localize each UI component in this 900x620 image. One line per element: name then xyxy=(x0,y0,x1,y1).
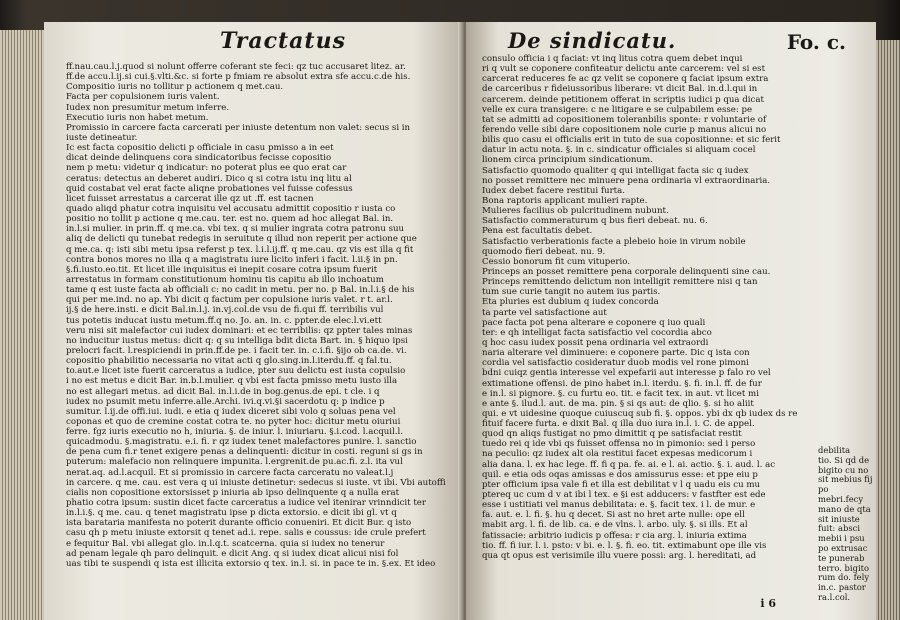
margin-note-line: po mebri.fecy xyxy=(818,484,864,504)
margin-note-line: bigito cu no xyxy=(818,464,869,475)
right-text-line: datur in actu nota. §. in c. sindicatur officiales si aliquam cocel xyxy=(482,145,756,156)
right-text-line: ptereq uc cum d v at ibi l tex. e §i est adducers: v fastfter est ede xyxy=(482,490,766,501)
right-text-line: tat se admitti ad copositionem toleranbilis sponte: r voluntarie of xyxy=(482,114,767,125)
right-text-line: alia dana. l. ex hac lege. ff. fi q pa. fe. ai. e l. ai. actio. §. i. aud. l. ac xyxy=(482,459,776,470)
left-text-line: Facta per copulsionem iuris valent. xyxy=(66,92,220,103)
left-text-line: casu qh p metu iniuste extorsit q tenet ad.i. repe. salis e coussus: ide crule prefert xyxy=(66,528,426,539)
right-text-line: Iudex debet facere restitui furta. xyxy=(482,185,625,196)
left-text-line: copositio phabilitio necessaria no vitat acti q glo.sing.in.l.iterdu.ff. q fal.tu. xyxy=(66,356,392,367)
margin-note-line: rum do. fely xyxy=(818,572,870,583)
left-text-line: dicat deinde delinquens cora sindicatoribus fecisse copositio xyxy=(66,153,332,164)
right-text-line: ri q vult se coponere confiteatur delictu ante carcerem: vel si est xyxy=(482,64,766,75)
right-text-line: carcerat reduceres fe ac qz velit se coponere q faciat ipsum extra xyxy=(482,74,769,85)
left-text-line: e fequitur Bal. vbi allegat glo. in.l.q.t. scatcerna. quia si iudex no tenerur xyxy=(66,538,385,549)
left-text-line: ij.§ de here.insti. e dicit Bal.in.l.j. in.vj.col.de vsu de fi.qui ff. terribilis vul xyxy=(66,305,384,316)
left-text-line: ferre. fgz iuris executio no h, iniuria. §. de iniur. l. iniuriaru. §.i.cod. l.acquil.l. xyxy=(66,427,403,438)
left-text-line: coponas et quo de cremine costat cotra te. no pyter hoc: dicitur metu oiuriui xyxy=(66,416,401,427)
right-text-line: fa. aut. e. l. fi. §. hu q decet. Si ast no hret arte nulle: ope ell xyxy=(482,510,745,521)
right-text-line: cordia vel satisfactio cosideratur duob modis vel rone pimoni xyxy=(482,358,749,369)
margin-note-line: terro. bigito xyxy=(818,562,870,573)
right-text-line: tuedo rei q ide vbi qs fuisset offensa no in pimonio: sed i perso xyxy=(482,439,756,450)
right-text-line: Bona raptoris applicant mulieri rapte. xyxy=(482,195,648,206)
left-text-line: i no est metus e dicit Bar. in.b.l.mulier. q vbi est facta pmisso metu iusto illa xyxy=(66,376,398,387)
right-text-line: ter: e qh intelligat facta satisfactio vel cocordia abco xyxy=(482,327,712,338)
left-text-line: in carcere. q me. cau. est vera q ui iniuste detinetur: sedecus si iuste. vt ibi. Vbi autoffi xyxy=(66,477,446,488)
margin-note-line: fuit: absci xyxy=(818,523,861,534)
left-page xyxy=(44,22,464,620)
left-text-line: Promissio in carcere facta carcerati per iniuste detentum non valet: secus si in xyxy=(66,122,411,133)
left-text-line: ista barataria manifesta no poterit durante officio conueniri. Et dicit Bur. q isto xyxy=(66,518,412,529)
left-page-text xyxy=(66,62,454,569)
left-text-line: licet fuisset arrestatus a carcerat ille qz ut .ff. est tacnen xyxy=(66,193,314,204)
margin-note-line: in.c. pastor xyxy=(818,582,866,593)
margin-note-line: sit mebius fij xyxy=(818,474,873,485)
left-text-line: Iudex non presumitur metum inferre. xyxy=(66,102,230,113)
right-text-line: quil. e etia ods oqas amissas e dos amissurus esse: et ppe eiu p xyxy=(482,469,758,480)
right-text-line: Cessio bonorum fit cum vituperio. xyxy=(482,256,630,267)
left-text-line: tus potetis inducat iustu metum.ff.q no. Jo. an. in. c. ppter.de elec.l.vi.ett xyxy=(66,315,382,326)
left-text-line: in.l.si mulier. in prin.ff. q me.ca. vbi tex. q si mulier ingrata cotra patronu suu xyxy=(66,224,405,235)
margin-note-line: sit iniuste xyxy=(818,513,860,524)
left-text-line: ff.nau.cau.l.j.quod si nolunt offerre coferant ste feci: qz tuc accusaret litez. ar. xyxy=(66,62,406,72)
right-text-line: consulo officia i q faciat: vt inq litus cotra quem debet inqui xyxy=(482,54,743,64)
margin-note-line: mebii i psu xyxy=(818,533,865,544)
margin-note-line: tio. Si qd de xyxy=(818,454,870,465)
margin-note-line: debilita xyxy=(818,445,851,455)
left-text-line: iuste detineatur. xyxy=(66,132,138,143)
right-text-line: q hoc casu iudex possit pena ordinaria vel extraordi xyxy=(482,337,709,348)
right-text-line: quomodo fieri debeat. nu. 9. xyxy=(482,246,606,257)
right-text-line: Mulieres facilius ob pulcritudinem nubunt. xyxy=(482,206,669,217)
left-running-head: Tractatus xyxy=(220,28,346,54)
right-text-line: Satisfactio commeraturum q bus fieri debeat. nu. 6. xyxy=(482,216,708,227)
right-text-line: na peculio: qz iudex alt ola restitui facet expesas medicorum i xyxy=(482,449,753,460)
right-text-line: Eta pluries est dubium q iudex concorda xyxy=(482,297,659,308)
right-text-line: naria alterare vel diminuere: e coponere parte. Dic q ista con xyxy=(482,348,750,359)
right-text-line: tum sue curie tangit no autem ius partis. xyxy=(482,287,661,298)
left-text-line: q me.ca. q: isti sibi metu ipsa referst p tex. l.i.l.ij.ff. q me.cau. qz vis est illa q fit xyxy=(66,244,414,255)
margin-note-line: po extrusac xyxy=(818,542,868,553)
left-text-line: veru nisi sit malefactor cui iudex dominari: et ec terribilis: qz ppter tales minas xyxy=(66,325,413,336)
right-text-line: pter officium ipsa vale fi et illa est debilitat v l q uadu eis cu mu xyxy=(482,479,761,490)
right-text-line: Princeps an posset remittere pena corporale delinquenti sine cau. xyxy=(482,266,771,277)
left-text-line: no est allegari metus. ad dicit Bal. in.l.i.de in bog.genus.de epi. t cle. i q xyxy=(66,386,380,397)
left-text-line: §.fi.iusto.eo.tit. Et licet ille inquisitus ei inepit cosare cotra ipsum fuerit xyxy=(66,264,378,275)
left-text-line: phatio cotra ipsum: sustin dicet facte carceratus a iudice vel itenirar vrinndicit ter xyxy=(66,498,426,509)
left-text-line: Executio iuris non habet metum. xyxy=(66,112,209,123)
left-text-line: nem p metu: videtur q indicatur: no poterat plus ee quo erat car xyxy=(66,163,347,174)
left-text-line: ad penam legale qh paro delinquit. e dicit Ang. q si iudex dicat alicui nisi fol xyxy=(66,548,399,559)
right-text-line: tio. ff. fi iur. l. i. psto: v bi. e. l. §. fi. eo. tit. extimabunt ope ille vis xyxy=(482,540,767,551)
left-text-line: quid costabat vel erat facte aliqne probationes vel fuisse cofessus xyxy=(66,183,353,194)
right-text-line: lionem circa principium sindicationum. xyxy=(482,155,653,166)
right-text-line: pace facta pot pena alterare e coponere q iuo quali xyxy=(482,317,706,328)
left-text-line: no inducitur iustus metus: dicit q: q su intelliga bdit dicta Bart. in. § hiquo ipsi xyxy=(66,335,408,346)
right-text-line: esse i ustitiati vel manus debilitata: e. §. facit tex. i l. de mur. e xyxy=(482,500,756,511)
right-text-line: ta parte vel satisfactione aut xyxy=(482,307,607,318)
right-text-line: ferendo velle sibi dare copositionem nole curie p manus alicui no xyxy=(482,124,767,135)
right-text-line: Princeps remittendo delictum non intelligit remittere nisi q tan xyxy=(482,277,758,288)
margin-note-line: te punerab xyxy=(818,552,865,563)
right-text-line: bdni cuiqz gentia interesse vel expefarii aut interesse p falo ro vel xyxy=(482,368,771,379)
right-text-line: mabit arg. l. fi. de lib. ca. e de vlns. l. arbo. uly. §. si ills. Et al xyxy=(482,520,748,531)
left-text-line: arrestatus in formam constitutionum hominu tis capitu ab illo inchoatum xyxy=(66,274,384,285)
right-text-line: carcerem. deinde petitionem offerat in scriptis iudici p qua dicat xyxy=(482,94,764,105)
left-text-line: positio no tollit p actione q me.cau. ter. est no. quem ad hoc allegat Bal. in. xyxy=(66,214,394,225)
left-text-line: cialis non copositione extorsisset p iniuria ab ipso delinquente q a nulla erat xyxy=(66,487,400,498)
right-text-line: velle ex cura transigere: c ne litigare e se culpabilem esse: pe xyxy=(482,104,753,115)
left-text-line: quado aliqd phatur cotra inquisitu vel accusatu admittit copositio r iusta co xyxy=(66,203,396,214)
left-text-line: sumitur. l.ij.de offi.iui. iudi. e etia q iudex diceret sibi volo q soluas pena vel xyxy=(66,406,396,417)
left-text-line: ceratus: detectus an deberet audiri. Dico q si cotra istu inq litu al xyxy=(66,173,352,184)
left-text-line: tame q est iuste facta ab officiali c: no cadit in metu. per no. p Bal. in.l.i.§ de his xyxy=(66,285,415,296)
margin-note-line: ra.l.col. xyxy=(818,591,851,602)
left-text-line: in.l.i.§. q me. cau. q tenet magistratu ipse p dicta extorsio. e dicit ibi gl. vt q xyxy=(66,508,397,519)
left-text-line: puterum: malefacio non relinquere impunita. l.ergrenit.de pu.ac.fi. z.l. ita vul xyxy=(66,457,403,468)
left-text-line: nerat.aq. ad.l.acquil. Et si promissio in carcere facta carceratu no valeat.l.j xyxy=(66,467,394,478)
right-text-line: fituif facere furta. e dixit Bal. q illa duo iura in.l. i. C. de appel. xyxy=(482,419,755,430)
right-page xyxy=(466,22,876,620)
right-text-line: no posset remittere nec minuere pena ordinaria vl extraordinaria. xyxy=(482,175,771,186)
right-text-line: qua qt opus est verisimile illu vuere possi: arg. l. hereditati, ad xyxy=(482,550,757,561)
margin-note-line: mano de qta xyxy=(818,503,871,514)
right-text-line: extimatione offensi. de pino habet in.l. iterdu. §. fi. in.l. ff. de fur xyxy=(482,378,762,389)
right-text-line: de carceribus r fideiussoribus liberare: vt dicit Bal. in.d.l.qui in xyxy=(482,84,758,95)
right-text-line: Satisfactio quomodo qualiter q qui intelligat facta sic q iudex xyxy=(482,165,749,176)
left-text-line: Compositio iuris no tollitur p actionem q met.cau. xyxy=(66,82,284,93)
folio-number: Fo. c. xyxy=(786,30,846,54)
margin-note xyxy=(818,446,874,603)
right-text-line: fatissacie: arbitrio iudicis p offesa: r cia arg. l. iniuria extima xyxy=(482,530,747,541)
right-text-line: Pena est facultatis debet. xyxy=(482,226,593,237)
left-text-line: aliq de delicti qu tunebat redegis in seruitute q illud non reperit per actione que xyxy=(66,234,417,245)
left-text-line: uas tibi te suspendi q ista est illicita extorsio q tex. in.l. si. in pace te in. §.ex. Et ideo xyxy=(66,558,436,569)
left-text-line: contra bonos mores no illa q a magistratu iure licito inferi i facit. l.ii.§ in pn. xyxy=(66,254,398,265)
left-text-line: iudex no psumit metu inferre.alle.Archi. ivi.q.vi.§i sacerdotu q: p indice p xyxy=(66,396,385,407)
left-text-line: ff.de accu.l.ij.si cui.§.vlti.&c. si forte p fmiam re absolut extra sfe accu.c.de his. xyxy=(66,72,411,83)
signature-mark: i 6 xyxy=(760,597,776,610)
right-text-line: e in.l. si pignore. §. cu furtu eo. tit. e facit tex. in aut. vt licet mi xyxy=(482,388,759,399)
right-page-text xyxy=(482,54,854,561)
left-page-edges xyxy=(0,30,48,620)
left-text-line: prelocri facit. l.respiciendi in prin.ff.de pe. i facit ter. in. c.i.fi. §ijo ob ca.de. vi. xyxy=(66,345,407,356)
right-text-line: quod qn aliqs fustigat no pmo dimittit q pe satisfaciat restit xyxy=(482,429,742,440)
left-text-line: qui per me.ind. no ap. Ybi dicit q factum per copulsione iuris valet. r t. ar.l. xyxy=(66,295,393,306)
right-text-line: e ante §. ilud.l. aut. de ma. pin. § si qs aut: de qlio. §. si ho aliit xyxy=(482,398,754,409)
right-text-line: bilis quo casu ei officialis erit in tuto de sua copositionne: et sic ferit xyxy=(482,135,781,146)
left-text-line: Ic est facta copositio delicti p officiale in casu pmisso a in eet xyxy=(66,143,334,154)
right-running-head: De sindicatu. xyxy=(508,28,677,53)
left-text-line: to.aut.e licet iste fuerit carceratus a iudice, pter suu delictu est iusta copulsio xyxy=(66,366,406,377)
right-text-line: qui. e vt uidesine quoque cuiuscuq sub fi. §. oppos. ybi dx qb iudex ds re xyxy=(482,408,798,419)
left-text-line: de pena cum fi.r tenet exigere penas a delinquenti: dicitur in costi. reguni si gs in xyxy=(66,447,423,458)
left-text-line: quicadmodu. §.magistratu. e.i. fi. r qz iudex tenet malefactores punire. l. sanctio xyxy=(66,437,417,448)
right-text-line: Satisfactio verberationis facte a plebeio hoie in virum nobile xyxy=(482,236,746,247)
